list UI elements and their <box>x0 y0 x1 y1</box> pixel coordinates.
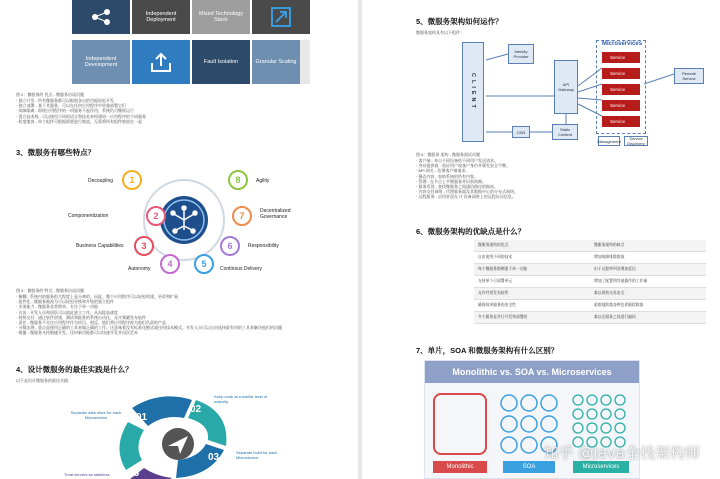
section5-title: 5、微服务架构如何运作？ <box>416 17 503 26</box>
architecture-diagram <box>462 40 710 146</box>
table-row <box>474 312 706 324</box>
table-cell: 确保每项服务的安全性 <box>474 300 590 312</box>
section4-subtitle: 以下是设计微服务的最佳实践： <box>16 378 72 383</box>
practice-05-label: Treat servers as stateless <box>64 472 110 477</box>
feature-3-label: Business Capabilities <box>76 243 124 249</box>
benefit-tile-6 <box>132 40 190 84</box>
practice-03-num: 03 <box>208 452 220 463</box>
feature-8-label: Agility <box>256 178 270 184</box>
benefit-tile-granular-scaling-label: Granular Scaling <box>252 40 300 84</box>
section4-title: 4、设计微服务的最佳实践是什么？ <box>16 365 133 374</box>
benefit-tile-4 <box>252 0 310 34</box>
benefit-tile-mixed-technology-stack: Mixed Technology Stack <box>192 0 250 34</box>
label-monolithic: Monolithic <box>433 461 487 473</box>
identity-provider-box: Identity Provider <box>508 44 534 64</box>
table-cell: 自由使用不同的技术 <box>474 252 590 264</box>
practice-01-label: Separate data store for each Microservice <box>70 410 122 420</box>
comparison-title: Monolithic vs. SOA vs. Microservices <box>452 367 612 377</box>
table-row <box>474 288 706 300</box>
table-header-pros: 微服务架构的优点 <box>474 240 590 252</box>
feature-1-badge: 1 <box>122 170 142 190</box>
figure2-caption: 图 2：微服务的 优点 - 微服务访谈问题 <box>16 92 85 97</box>
left-page <box>0 0 358 479</box>
static-content-box: Static Content <box>552 124 578 140</box>
feature-8-badge: 8 <box>228 170 248 190</box>
feature-3-badge: 3 <box>134 236 154 256</box>
pros-cons-table <box>474 240 706 324</box>
table-cell: 多个服务是并行开发和部署的 <box>474 312 590 324</box>
architecture-connectors <box>462 40 710 146</box>
label-soa: SOA <box>503 461 555 473</box>
scale-arrow-icon <box>270 6 292 28</box>
feature-7-badge: 7 <box>232 206 252 226</box>
features-diagram <box>60 164 300 276</box>
feature-5-badge: 5 <box>194 254 214 274</box>
section7-title: 7、单片，SOA 和微服务架构有什么区别？ <box>416 346 559 355</box>
feature-2-badge: 2 <box>146 206 166 226</box>
management-box: Management <box>598 136 620 146</box>
practices-diagram <box>60 388 300 479</box>
service-box-4: Service <box>602 100 640 111</box>
microservices-title: Microservices <box>602 41 643 47</box>
table-cell: 支持单个可部署单元 <box>474 276 590 288</box>
service-box-5: Service <box>602 116 640 127</box>
figure3-bullets: · 解耦 - 系统内的服务很大程度上是分离的。因此，整个应用程序可以轻松构建，更改和扩展 · 组件化 - 微服务被视为可以轻松更换和升级的独立组件 · 业务能力 - 微服务非常简单，专注于单一功能 · 自治 - 开发人员和团队可以彼此独立工作，从而提高速度 · 持续交付 - 通过软件创建，测试和批准的系统自动化，允许频繁发布软件 · 责任 - 微服务不关注应用程序作为项目。相反，他们将应用程序视为他们负责的产品 · 分散治理 - 重点是使用正确的工具来做正确的工作。这意味着没有标准化模式或任何技术模式。开发人员可以自由选择最有用的工具来解决他们的问题 · 敏捷 - 微服务支持敏捷开发。任何新功能都可以快速开发并再次丢弃 <box>16 294 282 336</box>
watermark: 知乎 @Java全栈架构师 <box>543 444 700 462</box>
figure4-bullets: · 客户端 - 来自不同设备的不同用户发送请求。 · 身份提供商 - 验证用户或客户身份并颁发安全令牌。 · API 网关 - 处理客户端请求。 · 静态内容 - 容纳系统的所有内容。 · 管理 - 在节点上平衡服务并识别故障。 · 服务发现 - 查找微服务之间通信路径的指南。 · 内容交付网络 - 代理服务器及其数据中心的分布式网络。 · 远程服务 - 启用驻留在 IT 设备网络上的远程访问信息。 <box>416 158 518 200</box>
benefit-tile-1 <box>72 0 130 34</box>
monolithic-shape <box>433 393 487 455</box>
feature-4-badge: 4 <box>160 254 180 274</box>
table-cell: 由于远程呼叫而增加延迟 <box>590 264 706 276</box>
practice-05-num: 05 <box>128 468 140 479</box>
practice-01-num: 01 <box>136 412 148 423</box>
table-header-cons: 微服务架构的缺点 <box>590 240 706 252</box>
table-cell: 允许经常发布软件 <box>474 288 590 300</box>
feature-5-label: Continous Delivery <box>220 266 262 272</box>
service-discovery-box: Service Discovery <box>624 136 648 146</box>
table-cell: 难以在服务之间进行编码 <box>590 312 706 324</box>
figure2-bullets: · 独立开发 - 所有微服务都可以根据各自的功能轻松开发 · 独立部署 - 基于其服务，可以在任何应用程序中单独部署它们 · 故障隔离 - 即使应用程序的一项服务不起作用，系统仍可继续运行 · 混合技术栈 - 可以使用不同的语言和技术来构建同一应用程序的不同服务 · 粒度缩放 - 单个组件可根据需要进行缩放，无需将所有组件缩放在一起 <box>16 98 146 124</box>
feature-7-label: Decentralized Governance <box>260 208 291 220</box>
table-row <box>474 276 706 288</box>
remote-service-box: Remote Service <box>674 68 704 84</box>
feature-4-label: Autonomy <box>128 266 151 272</box>
service-box-3: Service <box>602 84 640 95</box>
section5-subtitle: 微服务架构具有以下组件： <box>416 30 464 35</box>
service-box-1: Service <box>602 52 640 63</box>
service-box-2: Service <box>602 68 640 79</box>
practice-03-label: Separate build for each Microservice <box>236 450 278 460</box>
feature-6-badge: 6 <box>220 236 240 256</box>
right-page <box>362 0 720 479</box>
benefit-tile-independent-deployment: Independent Deployment <box>132 0 190 34</box>
table-cell: 每个微服务都侧重于单一功能 <box>474 264 590 276</box>
table-cell: 艰难地跨越各种边界跟踪数据 <box>590 300 706 312</box>
feature-2-label: Componentization <box>68 213 109 219</box>
section3-title: 3、微服务有哪些特点？ <box>16 148 96 157</box>
practice-02-label: Keep code at a similar level of maturity <box>214 394 268 404</box>
table-row <box>474 252 706 264</box>
table-cell: 增加故障排除挑战 <box>590 252 706 264</box>
api-gateway-box: API Gateway <box>554 60 578 114</box>
network-icon <box>90 8 112 26</box>
table-row <box>474 264 706 276</box>
figure4-caption: 图 5：微服务 架构 - 微服务面试问题 <box>416 152 481 157</box>
table-cell: 难以保持交易安全 <box>590 288 706 300</box>
benefit-tile-fault-isolation: Fault Isolation <box>192 40 250 84</box>
table-row <box>474 300 706 312</box>
feature-6-label: Responsibility <box>248 243 279 249</box>
client-box: CLIENT <box>462 42 484 142</box>
label-microservices: Microservices <box>573 461 629 473</box>
practice-02-num: 02 <box>190 404 202 415</box>
section6-title: 6、微服务架构的优缺点是什么？ <box>416 227 526 236</box>
upload-icon <box>149 51 173 73</box>
figure3-caption: 图 3：微服务的 特点 - 微服务访谈问题 <box>16 288 85 293</box>
table-cell: 增加了配置和其他操作的工作量 <box>590 276 706 288</box>
cdn-box: CDN <box>512 126 530 138</box>
benefit-tile-independent-development: Independent Development <box>72 40 130 84</box>
feature-1-label: Decoupling <box>88 178 114 184</box>
table-header-row <box>474 240 706 252</box>
